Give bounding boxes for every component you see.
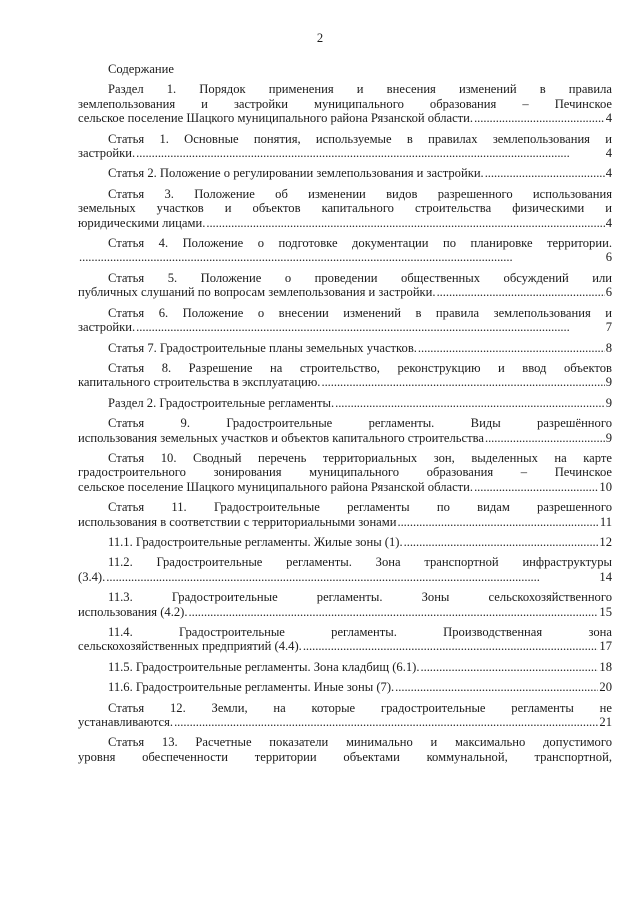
- toc-entry-line: Статья 5. Положение о проведении общественных обсуждений или: [108, 270, 612, 285]
- toc-entry-line: Статья 3. Положение об изменении видов разрешенного использования: [108, 186, 612, 201]
- table-of-contents: [78, 62, 612, 770]
- toc-entry-text: использования (4.2).: [78, 604, 188, 619]
- toc-entry[interactable]: [78, 625, 612, 654]
- toc-entry-text: 11.5. Градостроительные регламенты. Зона кладбищ (6.1).: [108, 659, 420, 674]
- toc-entry-line: 11.2. Градостроительные регламенты. Зона транспортной инфраструктуры: [108, 555, 612, 570]
- dot-leader: [437, 285, 605, 299]
- toc-page-number: 12: [599, 534, 612, 549]
- toc-entry[interactable]: [78, 236, 612, 265]
- toc-entry-line: Раздел 1. Порядок применения и внесения изменений в правила: [108, 82, 612, 97]
- toc-entry-line: земельных участков и объектов капитального строительства физическими и: [78, 201, 612, 216]
- toc-entry-line: Статья 4. Положение о подготовке документации по планировке территории.: [108, 236, 612, 251]
- toc-entry-line: Статья 1. Основные понятия, используемые в правилах землепользования и: [108, 131, 612, 146]
- toc-page-number: 4: [605, 166, 612, 181]
- dot-leader: [335, 396, 605, 410]
- toc-entry-line: уровня обеспеченности территории объектами коммунальной, транспортной,: [78, 749, 612, 764]
- toc-entry[interactable]: [78, 271, 612, 300]
- toc-entry[interactable]: [78, 396, 612, 410]
- toc-entry[interactable]: [78, 132, 612, 161]
- toc-page-number: 4: [605, 215, 612, 230]
- toc-page-number: 4: [605, 111, 612, 126]
- toc-entry[interactable]: [78, 701, 612, 730]
- toc-entry[interactable]: [78, 590, 612, 619]
- toc-entry[interactable]: [78, 451, 612, 494]
- toc-entry-text: застройки.: [78, 320, 136, 335]
- toc-entry-text: сельскохозяйственных предприятий (4.4).: [78, 639, 302, 654]
- dot-leader: [303, 639, 599, 653]
- toc-page-number: 9: [605, 395, 612, 410]
- toc-entry-text: 11.6. Градостроительные регламенты. Иные зоны (7).: [108, 680, 395, 695]
- dot-leader: [474, 480, 598, 494]
- toc-entry[interactable]: [78, 361, 612, 390]
- dot-leader: [485, 431, 605, 445]
- toc-entry-text: (3.4).: [78, 569, 106, 584]
- toc-entry-line: Статья 6. Положение о внесении изменений в правила землепользования и: [108, 305, 612, 320]
- toc-entry-text: сельское поселение Шацкого муниципального района Рязанской области.: [78, 111, 474, 126]
- toc-page-number: 21: [599, 715, 612, 730]
- toc-heading: Содержание: [108, 62, 174, 76]
- toc-entry-text: устанавливаются.: [78, 715, 174, 730]
- dot-leader: [106, 570, 598, 584]
- toc-page-number: 6: [605, 285, 612, 300]
- dot-leader: [174, 715, 598, 729]
- toc-entry[interactable]: [78, 341, 612, 355]
- toc-page-number: 17: [599, 639, 612, 654]
- toc-entry[interactable]: [78, 555, 612, 584]
- toc-entry-text: застройки.: [78, 146, 136, 161]
- toc-page-number: 18: [599, 659, 612, 674]
- toc-entry-text: публичных слушаний по вопросам землепользования и застройки.: [78, 285, 436, 300]
- toc-page-number: 11: [599, 514, 612, 529]
- toc-entry[interactable]: [78, 187, 612, 230]
- toc-page-number: 7: [605, 320, 612, 335]
- toc-page-number: 20: [599, 680, 612, 695]
- toc-entry-text: использования земельных участков и объектов капитального строительства: [78, 430, 484, 445]
- toc-entry-line: 11.4. Градостроительные регламенты. Производственная зона: [108, 625, 612, 639]
- toc-entry-text: использования в соответствии с территориальными зонами: [78, 514, 397, 529]
- dot-leader: [421, 660, 599, 674]
- toc-entry[interactable]: [78, 660, 612, 674]
- dot-leader: [206, 216, 604, 230]
- dot-leader: [136, 146, 605, 160]
- toc-entry-line: Статья 10. Сводный перечень территориальных зон, выделенных на карте: [108, 450, 612, 465]
- toc-page-number: 6: [605, 250, 612, 265]
- dot-leader: [485, 166, 605, 180]
- toc-entry-line: Статья 11. Градостроительные регламенты по видам разрешенного: [108, 500, 612, 515]
- toc-entry-line: градостроительного зонирования муниципального образования – Печинское: [78, 465, 612, 480]
- toc-entry[interactable]: [78, 735, 612, 764]
- toc-page-number: 8: [605, 340, 612, 355]
- toc-entry[interactable]: [78, 535, 612, 549]
- toc-page-number: 4: [605, 146, 612, 161]
- toc-entry-line: Статья 13. Расчетные показатели минимально и максимально допустимого: [108, 735, 612, 750]
- toc-entry-text: Статья 7. Градостроительные планы земельных участков.: [108, 340, 417, 355]
- toc-entry-text: Статья 2. Положение о регулировании землепользования и застройки.: [108, 166, 484, 181]
- toc-entry-text: Раздел 2. Градостроительные регламенты.: [108, 395, 335, 410]
- toc-entry-text: сельское поселение Шацкого муниципального района Рязанской области.: [78, 479, 474, 494]
- toc-entry-line: Статья 12. Земли, на которые градостроительные регламенты не: [108, 700, 612, 715]
- dot-leader: [418, 341, 605, 355]
- toc-entry-text: капитального строительства в эксплуатацию.: [78, 375, 321, 390]
- dot-leader: [79, 250, 605, 264]
- dot-leader: [397, 515, 598, 529]
- toc-page-number: 9: [605, 430, 612, 445]
- toc-entry[interactable]: [78, 306, 612, 335]
- toc-entries: [78, 82, 612, 764]
- dot-leader: [189, 605, 599, 619]
- page-number: 2: [316, 31, 324, 45]
- toc-entry[interactable]: [78, 166, 612, 180]
- toc-entry[interactable]: [78, 680, 612, 694]
- dot-leader: [474, 111, 605, 125]
- toc-page-number: 9: [605, 375, 612, 390]
- toc-page-number: 15: [599, 604, 612, 619]
- dot-leader: [136, 320, 605, 334]
- toc-entry-line: 11.3. Градостроительные регламенты. Зоны сельскохозяйственного: [108, 590, 612, 605]
- toc-entry-line: землепользования и застройки муниципального образования – Печинское: [78, 96, 612, 111]
- dot-leader: [395, 680, 598, 694]
- dot-leader: [404, 535, 599, 549]
- toc-entry[interactable]: [78, 500, 612, 529]
- toc-entry-line: Статья 9. Градостроительные регламенты. Виды разрешённого: [108, 416, 612, 431]
- toc-entry-text: 11.1. Градостроительные регламенты. Жилые зоны (1).: [108, 534, 403, 549]
- toc-page-number: 14: [599, 569, 612, 584]
- toc-entry-text: юридическими лицами.: [78, 215, 206, 230]
- toc-entry-line: Статья 8. Разрешение на строительство, реконструкцию и ввод объектов: [108, 360, 612, 375]
- toc-entry[interactable]: [78, 82, 612, 125]
- toc-page-number: 10: [599, 479, 612, 494]
- toc-entry[interactable]: [78, 416, 612, 445]
- dot-leader: [321, 375, 604, 389]
